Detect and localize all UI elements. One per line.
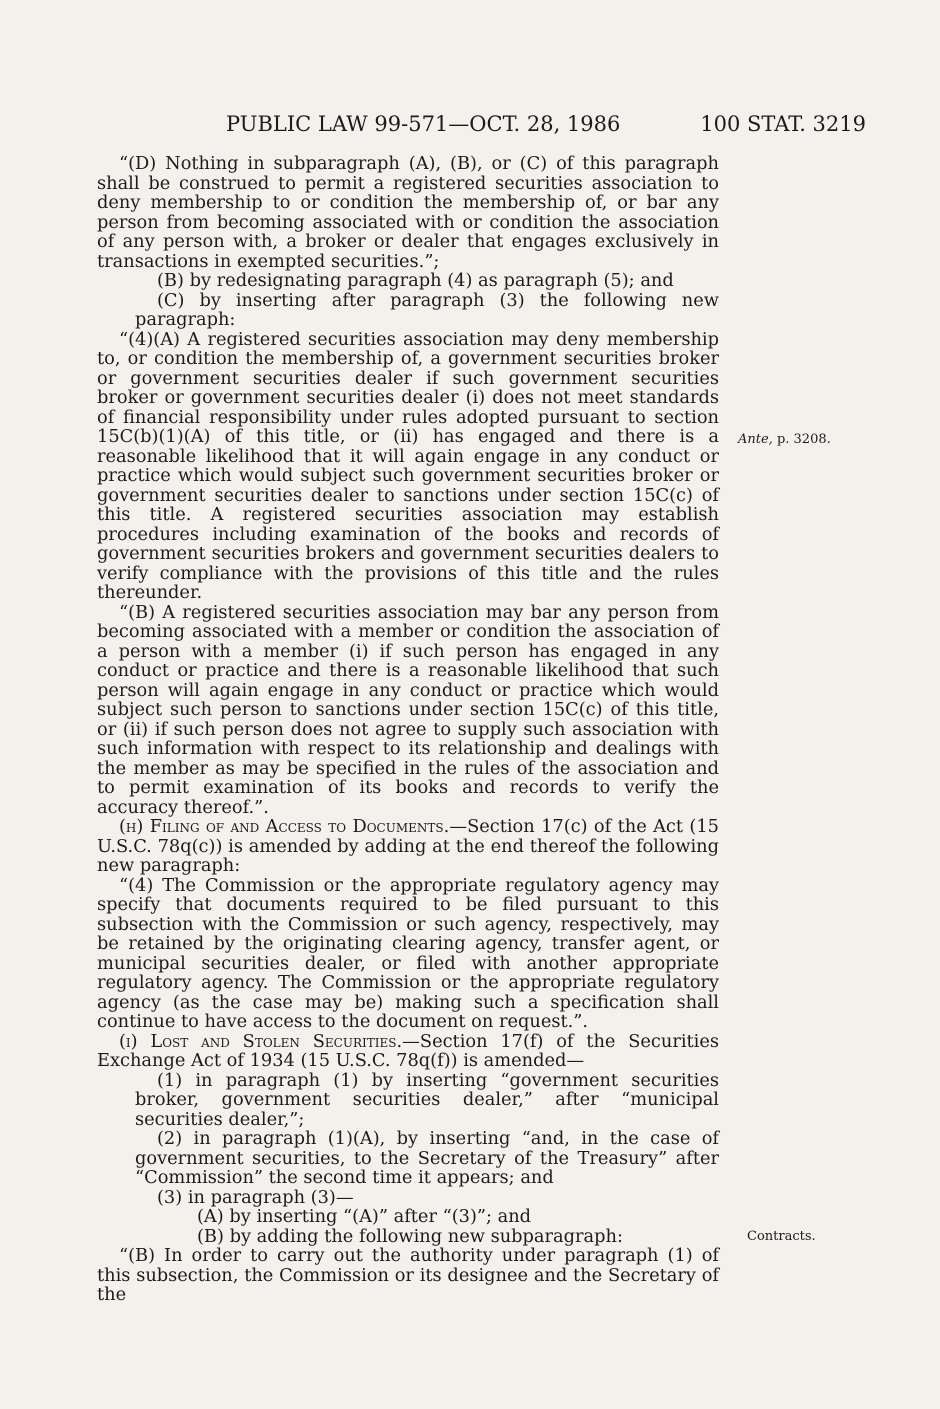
subsection-h-heading: (h) Filing of and Access to Documents. [119,816,450,837]
clause-c: (C) by inserting after paragraph (3) the following new paragraph: [135,289,719,330]
header-title: PUBLIC LAW 99-571—OCT. 28, 1986 [226,112,621,136]
paragraph-4a: “(4)(A) A registered securities association may deny membership to, or condition the membership of, a government securities broker or government securities dealer if such government securities broker or government securities dealer (i) does not meet standards of financial responsibility under rules adopted pursuant to section 15C(b)(1)(A) of this title, or (ii) has engaged and there is a reasonable likelihood that it will again engage in any conduct or practice which would subject such government securities broker or government securities dealer to sanctions under section 15C(c) of this title. A registered securities association may establish procedures including examination of the books and records of government securities brokers and government securities dealers to verify compliance with the provisions of this title and the rules thereunder. [97,328,719,603]
margin-note-ante-prefix: Ante, [738,432,773,447]
paragraph-4b: “(B) A registered securities association may bar any person from becoming associated with a member or condition the association of a person with a member (i) if such person has engaged in any conduct or practice and there is a reasonable likelihood that such person will again engage in any conduct or practice which would subject such person to sanctions under section 15C(c) of this title, or (ii) if such person does not agree to supply such association with such information with respect to its relationship and dealings with the member as may be specified in the rules of the association and to permit examination of its books and records to verify the accuracy thereof.”. [97,601,719,818]
body-text [97,154,719,1305]
subsection-i-heading: (i) Lost and Stolen Securities. [119,1030,403,1052]
item-2: (2) in paragraph (1)(A), by inserting “and, in the case of government securities, to the Secretary of the Treasury” after “Commission” the second time it appears; and [135,1128,719,1188]
quoted-paragraph-4: “(4) The Commission or the appropriate regulatory agency may specify that documents required to be filed pursuant to this subsection with the Commission or such agency, respectively, may be retained by the originating clearing agency, transfer agent, or municipal securities dealer, or filed with another appropriate regulatory agency. The Commission or the appropriate regulatory agency (as the case may be) making such a specification shall continue to have access to the document on request.”. [97,874,719,1032]
subsection-i-text: —Section 17(f) of the Securities Exchange Act of 1934 (15 U.S.C. 78q(f)) is amended— [97,1030,719,1071]
margin-note-contracts: Contracts. [747,1229,816,1244]
paragraph-d: “(D) Nothing in subparagraph (A), (B), or (C) of this paragraph shall be construed to permit a registered securities association to deny membership to or condition the membership of, or bar any person from becoming associated with or condition the association of any person with, a broker or dealer that engages exclusively in transactions in exempted securities.”; [97,153,719,272]
item-1: (1) in paragraph (1) by inserting “government securities broker, government securities dealer,” after “municipal securities dealer,”; [135,1069,719,1130]
margin-note-ante [738,432,831,448]
clause-b: (B) by redesignating paragraph (4) as paragraph (5); and [157,270,674,291]
statute-page-number: 100 STAT. 3219 [700,112,866,136]
subsection-h-text: —Section 17(c) of the Act (15 U.S.C. 78q(c)) is amended by adding at the end thereof the following new paragraph: [97,816,719,876]
subsection-i [97,1032,719,1071]
quoted-subparagraph-b: “(B) In order to carry out the authority under paragraph (1) of this subsection, the Commission or its designee and the Secretary of the [97,1245,719,1305]
margin-note-ante-ref: p. 3208. [772,432,831,447]
subsection-h [97,817,719,876]
item-3-a: (A) by inserting “(A)” after “(3)”; and [197,1206,532,1227]
item-3-b: (B) by adding the following new subparagraph: [197,1225,623,1247]
item-3: (3) in paragraph (3)— [157,1186,354,1208]
